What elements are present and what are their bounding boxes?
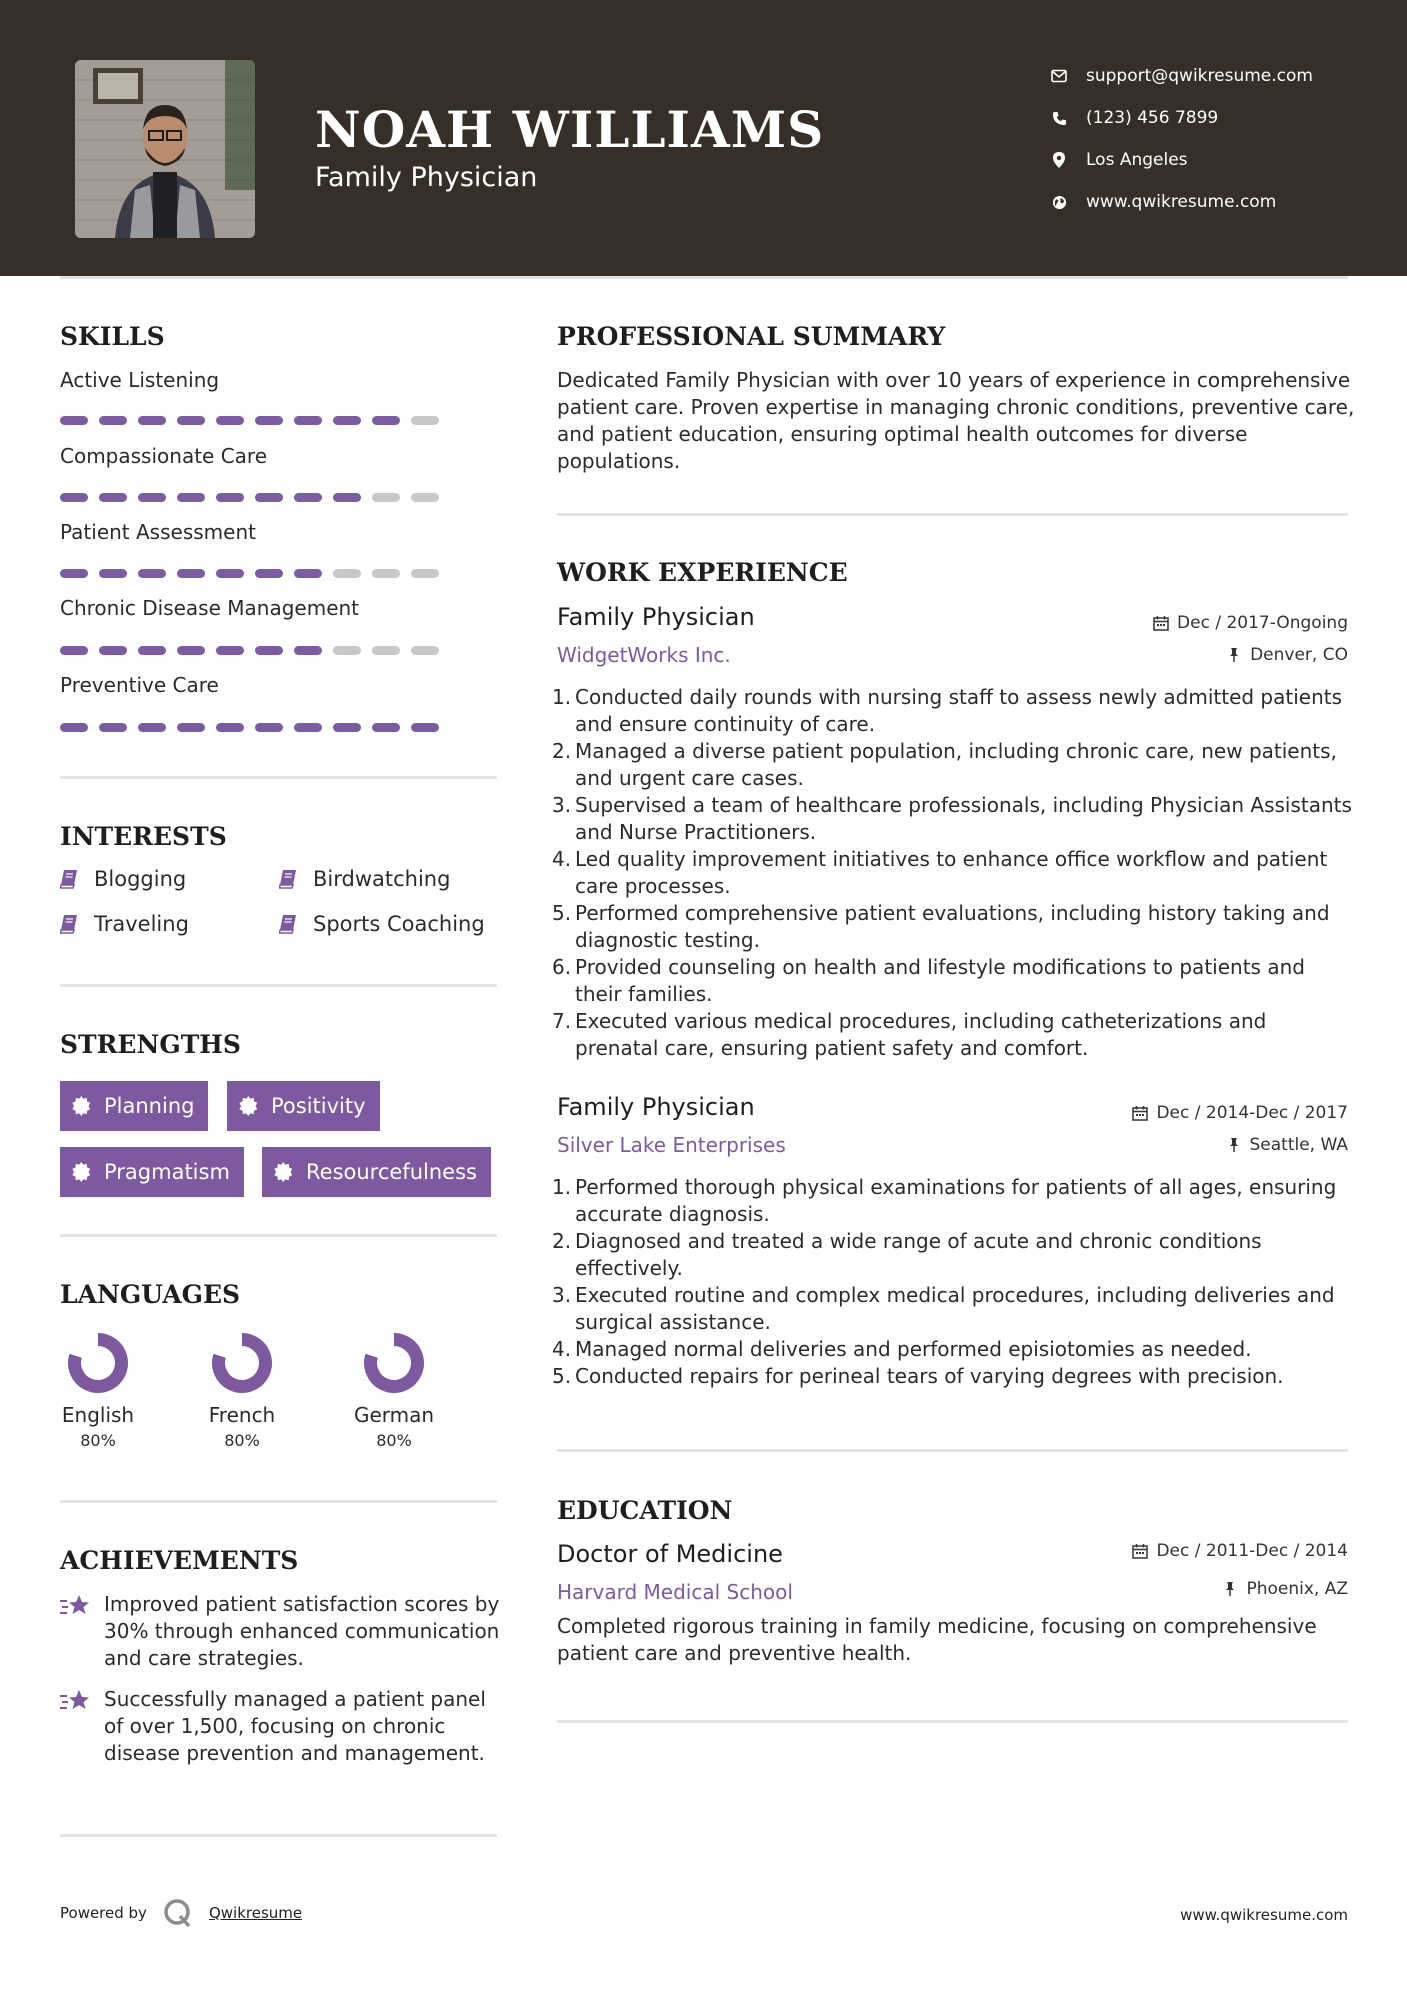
pushpin-icon [1226, 647, 1242, 663]
job-location-text: Denver, CO [1250, 645, 1348, 665]
language-ring-fill [212, 1333, 272, 1393]
skill-dot [60, 569, 88, 578]
badge-icon [274, 1162, 294, 1182]
language-ring [66, 1331, 130, 1395]
education-dates-text: Dec / 2011-Dec / 2014 [1156, 1541, 1348, 1561]
skill-dot [294, 646, 322, 655]
list-item: 4. Managed normal deliveries and performed episiotomies as needed. [552, 1337, 1252, 1361]
skill-dot [372, 493, 400, 502]
skill-name: Chronic Disease Management [60, 596, 360, 620]
job-dates-text: Dec / 2017-Ongoing [1177, 613, 1348, 633]
achievement-text: Successfully managed a patient panel of over 1,500, focusing on chronic disease prevention and management. [104, 1687, 486, 1765]
interest-label: Birdwatching [313, 867, 451, 891]
interest-item [60, 912, 189, 936]
job-role: Family Physician [557, 603, 755, 631]
website-text: www.qwikresume.com [1086, 192, 1277, 212]
skill-dot [294, 493, 322, 502]
badge-icon [72, 1096, 92, 1116]
skill-dot [372, 416, 400, 425]
skill-dot [294, 416, 322, 425]
summary-text: Dedicated Family Physician with over 10 years of experience in comprehensive patient care. Proven expertise in managing chronic conditions, preventive care, and patient education, ensuring optimal health outcomes for diverse populations. [557, 368, 1355, 473]
skill-dot [333, 493, 361, 502]
language-item [329, 1331, 459, 1450]
skill-dot [60, 646, 88, 655]
skill-dot [138, 723, 166, 732]
education-heading: EDUCATION [557, 1496, 733, 1525]
skill-dot [216, 416, 244, 425]
language-item [33, 1331, 163, 1450]
skill-rating [60, 493, 450, 502]
skill-rating [60, 646, 450, 655]
skill-dot [411, 493, 439, 502]
skill-name: Patient Assessment [60, 520, 256, 544]
skill-dot [138, 493, 166, 502]
skill-dot [216, 646, 244, 655]
skill-dot [177, 493, 205, 502]
section-divider [557, 1720, 1348, 1723]
qwikresume-logo-icon [163, 1898, 193, 1928]
powered-by-text: Powered by [60, 1904, 147, 1922]
job-location [1226, 645, 1348, 665]
candidate-title: Family Physician [315, 162, 538, 193]
footer-branding [60, 1898, 302, 1928]
skill-dot [333, 569, 361, 578]
brand-link[interactable]: Qwikresume [208, 1904, 303, 1922]
list-item: 1. Performed thorough physical examinations for patients of all ages, ensuring accurate diagnosis. [552, 1175, 1337, 1226]
strengths-heading: STRENGTHS [60, 1030, 241, 1059]
star-icon [60, 1688, 90, 1714]
experience-heading: WORK EXPERIENCE [557, 558, 848, 587]
job-company: WidgetWorks Inc. [557, 643, 731, 667]
strength-label: Pragmatism [104, 1160, 230, 1184]
list-item: 7. Executed various medical procedures, including catheterizations and prenatal care, ensuring patient safety and comfort. [552, 1009, 1267, 1060]
skill-rating [60, 569, 450, 578]
education-location-text: Phoenix, AZ [1246, 1579, 1348, 1599]
interests-heading: INTERESTS [60, 822, 227, 851]
calendar-icon [1132, 1105, 1148, 1121]
education-description: Completed rigorous training in family medicine, focusing on comprehensive patient care and preventive health. [557, 1614, 1317, 1665]
list-item: 1. Conducted daily rounds with nursing staff to assess newly admitted patients and ensure continuity of care. [552, 685, 1343, 736]
list-item: 5. Performed comprehensive patient evaluations, including history taking and diagnostic testing. [552, 901, 1330, 952]
skill-dot [99, 723, 127, 732]
language-ring-fill [68, 1333, 128, 1393]
book-icon [279, 869, 297, 889]
skill-dot [333, 416, 361, 425]
phone-icon [1050, 109, 1068, 127]
language-name: French [208, 1403, 276, 1427]
language-ring-fill [364, 1333, 424, 1393]
skill-dot [333, 723, 361, 732]
skill-name: Compassionate Care [60, 444, 268, 468]
resume-header [0, 0, 1407, 276]
skill-dot [60, 723, 88, 732]
language-name: German [353, 1403, 435, 1427]
profile-photo [75, 60, 255, 238]
section-divider [60, 776, 497, 779]
skill-dot [138, 569, 166, 578]
strength-label: Positivity [271, 1094, 366, 1118]
job-role: Family Physician [557, 1093, 755, 1121]
header-divider [60, 276, 1348, 279]
education-degree: Doctor of Medicine [557, 1540, 783, 1568]
skill-dot [255, 416, 283, 425]
job-company: Silver Lake Enterprises [557, 1133, 786, 1157]
skill-name: Active Listening [60, 368, 220, 392]
interest-item [279, 912, 485, 936]
skill-dot [99, 569, 127, 578]
skill-dot [255, 646, 283, 655]
section-divider [557, 1449, 1348, 1452]
email-text: support@qwikresume.com [1086, 66, 1313, 86]
skills-heading: SKILLS [60, 322, 165, 351]
skill-dot [138, 416, 166, 425]
job-responsibilities [552, 1174, 1352, 1390]
strength-badge [227, 1081, 380, 1131]
skill-dot [411, 416, 439, 425]
envelope-icon [1050, 67, 1068, 85]
globe-icon [1050, 193, 1068, 211]
education-school: Harvard Medical School [557, 1580, 793, 1604]
contact-location [1050, 139, 1380, 181]
contact-list [1050, 55, 1380, 223]
skill-dot [372, 569, 400, 578]
location-text: Los Angeles [1086, 150, 1188, 170]
skill-dot [177, 569, 205, 578]
interest-item [279, 867, 450, 891]
phone-text: (123) 456 7899 [1086, 108, 1219, 128]
job-dates [1132, 1103, 1348, 1123]
skill-dot [177, 646, 205, 655]
skill-name: Preventive Care [60, 673, 219, 697]
list-item: 2. Managed a diverse patient population, including chronic care, new patients, and urgent care cases. [552, 739, 1337, 790]
pushpin-icon [1222, 1581, 1238, 1597]
skill-dot [216, 493, 244, 502]
job-location [1226, 1135, 1349, 1155]
section-divider [557, 513, 1348, 516]
skill-dot [216, 569, 244, 578]
calendar-icon [1132, 1543, 1148, 1559]
education-location [1222, 1579, 1348, 1599]
list-item: 4. Led quality improvement initiatives to enhance office workflow and patient care processes. [552, 847, 1328, 898]
section-divider [60, 1500, 497, 1503]
strength-label: Resourcefulness [306, 1160, 477, 1184]
education-dates [1132, 1541, 1348, 1561]
skill-dot [255, 723, 283, 732]
summary-heading: PROFESSIONAL SUMMARY [557, 322, 946, 351]
language-ring [210, 1331, 274, 1395]
book-icon [279, 914, 297, 934]
interest-label: Sports Coaching [313, 912, 485, 936]
contact-phone[interactable] [1050, 97, 1380, 139]
list-item: 5. Conducted repairs for perineal tears of varying degrees with precision. [552, 1364, 1284, 1388]
star-icon [60, 1593, 90, 1619]
section-divider [60, 984, 497, 987]
language-level: 80% [80, 1431, 116, 1450]
calendar-icon [1153, 615, 1169, 631]
skill-rating [60, 416, 450, 425]
interest-label: Blogging [94, 867, 187, 891]
list-item: 2. Diagnosed and treated a wide range of acute and chronic conditions effectively. [552, 1229, 1262, 1280]
list-item: 3. Executed routine and complex medical procedures, including deliveries and surgical assistance. [552, 1283, 1335, 1334]
strength-label: Planning [104, 1094, 195, 1118]
skill-dot [333, 646, 361, 655]
skill-rating [60, 723, 450, 732]
pushpin-icon [1226, 1137, 1242, 1153]
language-name: English [61, 1403, 135, 1427]
skill-dot [60, 493, 88, 502]
skill-dot [294, 723, 322, 732]
badge-icon [239, 1096, 259, 1116]
book-icon [60, 869, 78, 889]
languages-heading: LANGUAGES [60, 1280, 241, 1309]
list-item: 3. Supervised a team of healthcare professionals, including Physician Assistants and Nurse Practitioners. [552, 793, 1352, 844]
map-pin-icon [1050, 151, 1068, 169]
job-dates-text: Dec / 2014-Dec / 2017 [1156, 1103, 1348, 1123]
achievement-item [60, 1686, 500, 1767]
book-icon [60, 914, 78, 934]
strength-badge [60, 1147, 244, 1197]
skill-dot [99, 493, 127, 502]
achievements-heading: ACHIEVEMENTS [60, 1546, 299, 1575]
strength-badge [262, 1147, 491, 1197]
interest-item [60, 867, 186, 891]
strength-badge [60, 1081, 208, 1131]
job-dates [1153, 613, 1348, 633]
skill-dot [138, 646, 166, 655]
skill-dot [255, 493, 283, 502]
job-responsibilities [552, 684, 1352, 1062]
badge-icon [72, 1162, 92, 1182]
skill-dot [411, 569, 439, 578]
skill-dot [99, 416, 127, 425]
job-location-text: Seattle, WA [1249, 1135, 1348, 1155]
skill-dot [216, 723, 244, 732]
footer-website[interactable]: www.qwikresume.com [1180, 1906, 1348, 1924]
skill-dot [411, 646, 439, 655]
language-ring [362, 1331, 426, 1395]
candidate-name: NOAH WILLIAMS [315, 100, 825, 159]
skill-dot [411, 723, 439, 732]
achievement-text: Improved patient satisfaction scores by 30% through enhanced communication and care strategies. [104, 1592, 500, 1670]
skill-dot [255, 569, 283, 578]
skill-dot [99, 646, 127, 655]
section-divider [60, 1834, 497, 1837]
skill-dot [177, 723, 205, 732]
list-item: 6. Provided counseling on health and lifestyle modifications to patients and their families. [552, 955, 1305, 1006]
language-item [177, 1331, 307, 1450]
language-level: 80% [224, 1431, 260, 1450]
skill-dot [294, 569, 322, 578]
skill-dot [177, 416, 205, 425]
skill-dot [60, 416, 88, 425]
contact-email[interactable] [1050, 55, 1380, 97]
section-divider [60, 1234, 497, 1237]
skill-dot [372, 723, 400, 732]
skill-dot [372, 646, 400, 655]
contact-website[interactable] [1050, 181, 1380, 223]
language-level: 80% [376, 1431, 412, 1450]
achievement-item [60, 1591, 500, 1672]
interest-label: Traveling [94, 912, 189, 936]
